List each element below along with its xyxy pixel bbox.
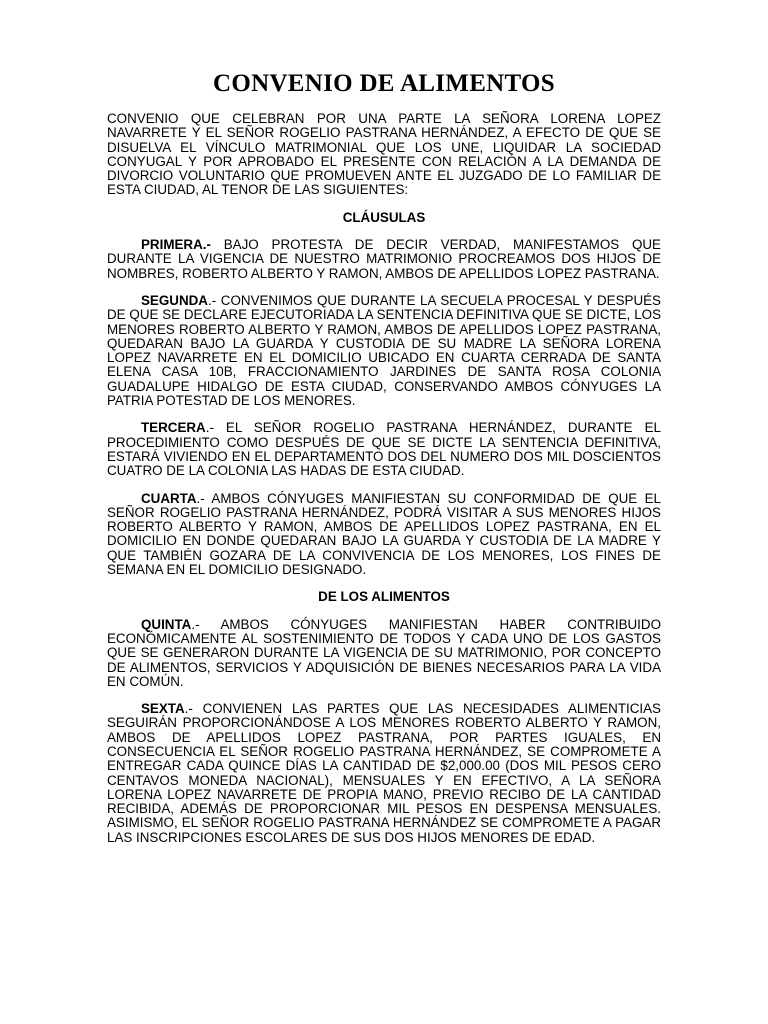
clause-tercera [107, 421, 661, 478]
clause-lead: SEGUNDA [141, 292, 208, 308]
clause-lead: SEXTA [141, 701, 185, 717]
clause-primera [107, 238, 661, 281]
document-page [107, 70, 661, 845]
section-heading-clausulas: CLÁUSULAS [342, 209, 426, 225]
section-heading-alimentos: DE LOS ALIMENTOS [318, 589, 450, 605]
clause-text: .- AMBOS CÓNYUGES MANIFIESTAN SU CONFORMIDAD DE QUE EL SEÑOR ROGELIO PASTRANA HERNÁNDEZ, PODRÁ VISITAR A SUS MENORES HIJOS ROBERTO ALBERTO Y RAMON, AMBOS DE APELLIDOS LOPEZ PASTRANA, EN EL DOMICILIO EN DONDE QUEDARAN BAJO LA GUARDA Y CUSTODIA DE LA MADRE Y QUE TAMBIÉN GOZARA DE LA CONVIVENCIA DE LOS MENORES, LOS FINES DE SEMANA EN EL DOMICILIO DESIGNADO. [107, 490, 661, 578]
clause-sexta [107, 702, 661, 845]
clause-text: .- CONVIENEN LAS PARTES QUE LAS NECESIDADES ALIMENTICIAS SEGUIRÁN PROPORCIONÁNDOSE A LOS MENORES ROBERTO ALBERTO Y RAMON, AMBOS DE APELLIDOS LOPEZ PASTRANA, POR PARTES IGUALES, EN CONSECUENCIA EL SEÑOR ROGELIO PASTRANA HERNÁNDEZ, SE COMPROMETE A ENTREGAR CADA QUINCE DÍAS LA CANTIDAD DE $2,000.00 (DOS MIL PESOS CERO CENTAVOS MONEDA NACIONAL), MENSUALES Y EN EFECTIVO, A LA SEÑORA LORENA LOPEZ NAVARRETE DE PROPIA MANO, PREVIO RECIBO DE LA CANTIDAD RECIBIDA, ADEMÁS DE PROPORCIONAR MIL PESOS EN DESPENSA MENSUALES. ASIMISMO, EL SEÑOR ROGELIO PASTRANA HERNÁNDEZ SE COMPROMETE A PAGAR LAS INSCRIPCIONES ESCOLARES DE SUS DOS HIJOS MENORES DE EDAD. [107, 701, 661, 845]
clause-text: .- CONVENIMOS QUE DURANTE LA SECUELA PROCESAL Y DESPUÉS DE QUE SE DECLARE EJECUTORIADA LA SENTENCIA DEFINITIVA QUE SE DICTE, LOS MENORES ROBERTO ALBERTO Y RAMON, AMBOS DE APELLIDOS LOPEZ PASTRANA, QUEDARAN BAJO LA GUARDA Y CUSTODIA DE SU MADRE LA SEÑORA LORENA LOPEZ NAVARRETE EN EL DOMICILIO UBICADO EN CUARTA CERRADA DE SANTA ELENA CASA 10B, FRACCIONAMIENTO JARDINES DE SANTA ROSA COLONIA GUADALUPE HIDALGO DE ESTA CIUDAD, CONSERVANDO AMBOS CÓNYUGES LA PATRIA POTESTAD DE LOS MENORES. [107, 292, 662, 409]
clause-cuarta [107, 492, 661, 578]
clause-text: .- EL SEÑOR ROGELIO PASTRANA HERNÁNDEZ, DURANTE EL PROCEDIMIENTO COMO DESPUÉS DE QUE SE DICTE LA SENTENCIA DEFINITIVA, ESTARÁ VIVIENDO EN EL DEPARTAMENTO DOS DEL NUMERO DOS MIL DOSCIENTOS CUATRO DE LA COLONIA LAS HADAS DE ESTA CIUDAD. [107, 420, 661, 479]
clause-text: BAJO PROTESTA DE DECIR VERDAD, MANIFESTAMOS QUE DURANTE LA VIGENCIA DE NUESTRO MATRIMONIO PROCREAMOS DOS HIJOS DE NOMBRES, ROBERTO ALBERTO Y RAMON, AMBOS DE APELLIDOS LOPEZ PASTRANA. [107, 237, 661, 281]
document-title: CONVENIO DE ALIMENTOS [212, 70, 556, 97]
clause-lead: QUINTA [141, 616, 192, 632]
clause-lead: CUARTA [141, 490, 197, 506]
clause-quinta [107, 618, 661, 689]
clause-lead: PRIMERA.- [141, 237, 211, 253]
clause-segunda [107, 294, 661, 408]
intro-paragraph: CONVENIO QUE CELEBRAN POR UNA PARTE LA SEÑORA LORENA LOPEZ NAVARRETE Y EL SEÑOR ROGELIO PASTRANA HERNÁNDEZ, A EFECTO DE QUE SE DISUELVA EL VÍNCULO MATRIMONIAL QUE LOS UNE, LIQUIDAR LA SOCIEDAD CONYUGAL Y POR APROBADO EL PRESENTE CON RELACIÓN A LA DEMANDA DE DIVORCIO VOLUNTARIO QUE PROMUEVEN ANTE EL JUZGADO DE LO FAMILIAR DE ESTA CIUDAD, AL TENOR DE LAS SIGUIENTES: [107, 111, 661, 198]
clause-lead: TERCERA [141, 420, 206, 436]
clause-text: .- AMBOS CÓNYUGES MANIFIESTAN HABER CONTRIBUIDO ECONÓMICAMENTE AL SOSTENIMIENTO DE TODOS Y CADA UNO DE LOS GASTOS QUE SE GENERARON DURANTE LA VIGENCIA DE SU MATRIMONIO, POR CONCEPTO DE ALIMENTOS, SERVICIOS Y ADQUISICIÓN DE BIENES NECESARIOS PARA LA VIDA EN COMÚN. [107, 616, 661, 689]
